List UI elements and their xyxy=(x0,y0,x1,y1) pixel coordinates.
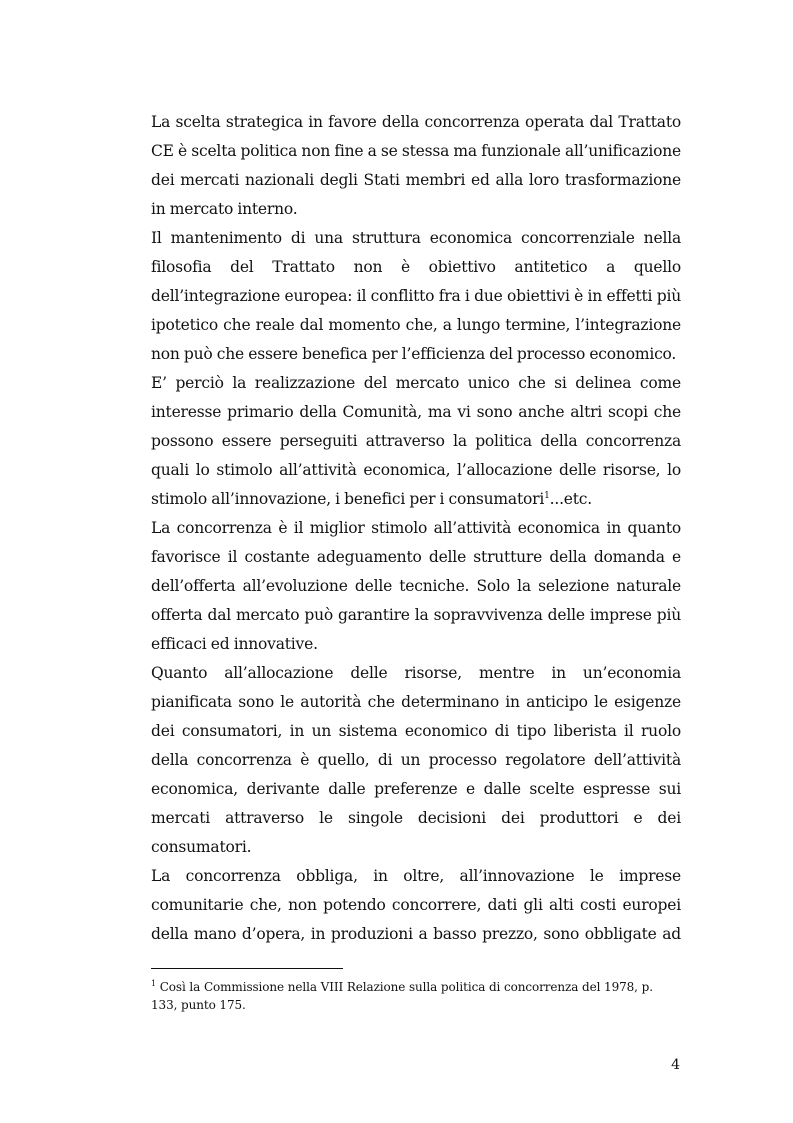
paragraph-6: La concorrenza obbliga, in oltre, all’innovazione le imprese comunitarie che, non potendo concorrere, dati gli alti costi europei della mano d’opera, in produzioni a basso prezzo, sono obbligate ad xyxy=(151,867,681,943)
paragraph-3-text: E’ perciò la realizzazione del mercato unico che si delinea come interesse primario della Comunità, ma vi sono anche altri scopi che possono essere perseguiti attraverso la politica della concorrenza quali lo stimolo all’attività economica, l’allocazione delle risorse, lo stimolo all’innovazione, i benefici per i consumatori xyxy=(151,374,681,508)
paragraph-3-tail: ...etc. xyxy=(549,490,593,508)
paragraph-5: Quanto all’allocazione delle risorse, mentre in un’economia pianificata sono le autorità che determinano in anticipo le esigenze dei consumatori, in un sistema economico di tipo liberista il ruolo della concorrenza è quello, di un processo regolatore dell’attività economica, derivante dalle preferenze e dalle scelte espresse sui mercati attraverso le singole decisioni dei produttori e dei consumatori. xyxy=(151,664,681,856)
footnote-separator xyxy=(151,968,343,969)
footnote xyxy=(151,978,681,1014)
paragraph-4: La concorrenza è il miglior stimolo all’attività economica in quanto favorisce il costante adeguamento delle strutture della domanda e dell’offerta all’evoluzione delle tecniche. Solo la selezione naturale offerta dal mercato può garantire la sopravvivenza delle imprese più efficaci ed innovative. xyxy=(151,519,681,653)
paragraph-3 xyxy=(151,369,681,514)
paragraph-1: La scelta strategica in favore della concorrenza operata dal Trattato CE è scelta politica non fine a se stessa ma funzionale all’unificazione dei mercati nazionali degli Stati membri ed alla loro trasformazione in mercato interno. xyxy=(151,113,681,218)
page-number: 4 xyxy=(671,1057,680,1073)
footnote-marker: 1 xyxy=(151,979,156,988)
footnote-reference: 1 xyxy=(544,490,550,501)
body-text xyxy=(151,108,681,949)
paragraph-2: Il mantenimento di una struttura economica concorrenziale nella filosofia del Trattato non è obiettivo antitetico a quello dell’integrazione europea: il conflitto fra i due obiettivi è in effetti più ipotetico che reale dal momento che, a lungo termine, l’integrazione non può che essere benefica per l’efficienza del processo economico. xyxy=(151,229,681,363)
footnote-text: Così la Commissione nella VIII Relazione sulla politica di concorrenza del 1978, p. 133, punto 175. xyxy=(151,980,653,1012)
